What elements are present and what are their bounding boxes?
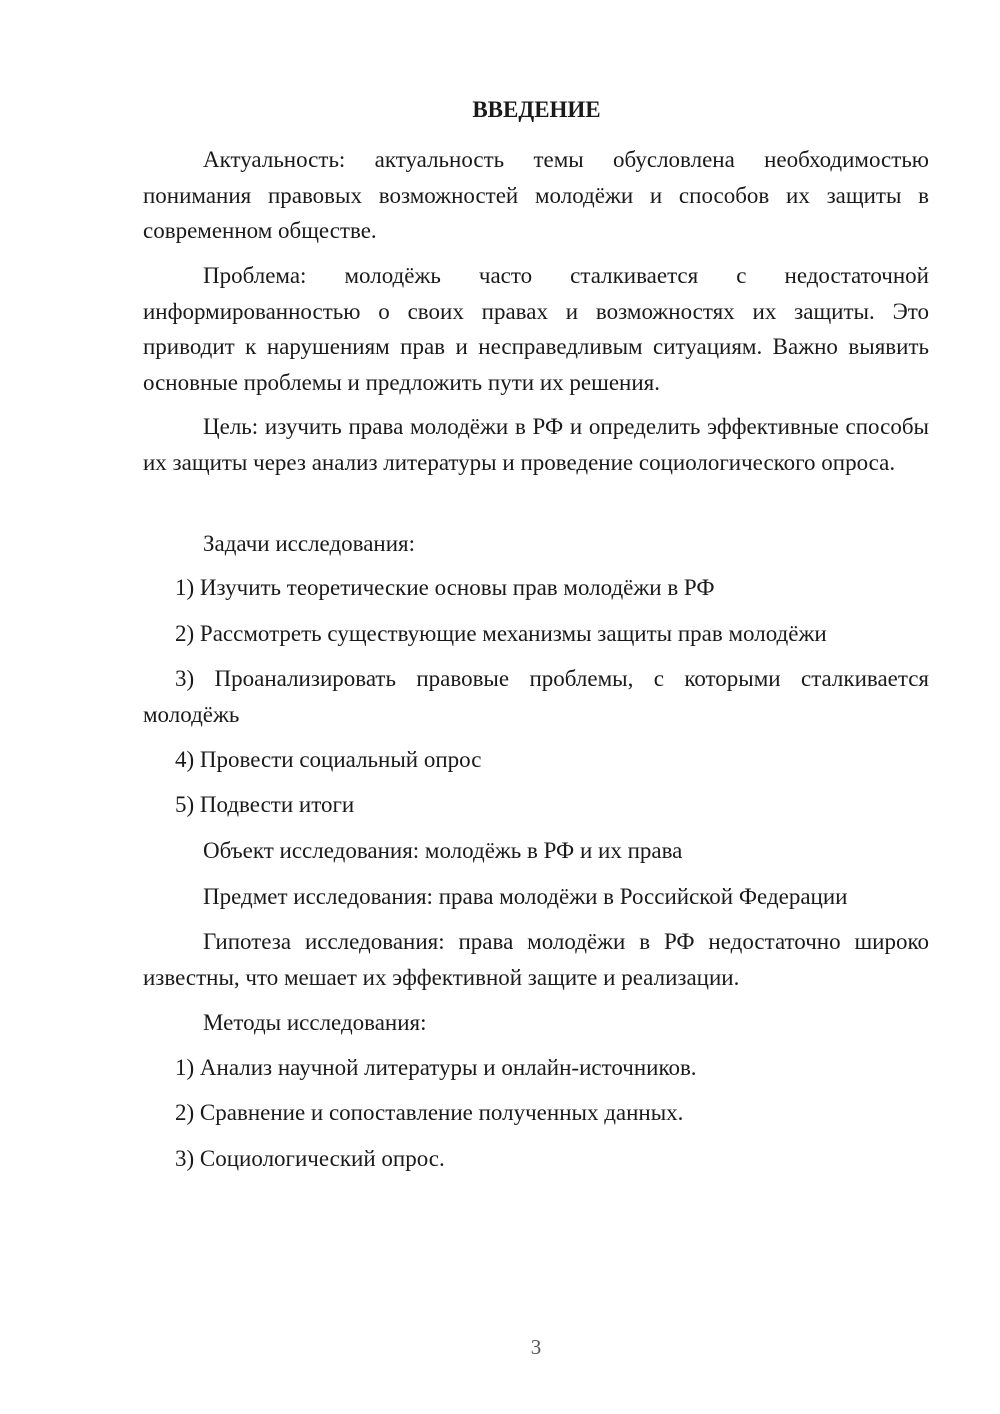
relevance-paragraph: Актуальность: актуальность темы обусловлена необходимостью понимания правовых возможностей молодёжи и способов их защиты в современном обществе. xyxy=(143,147,929,243)
hypothesis-paragraph: Гипотеза исследования: права молодёжи в РФ недостаточно широко известны, что мешает их эффективной защите и реализации. xyxy=(143,929,929,990)
page-number: 3 xyxy=(530,1335,542,1359)
goal-paragraph: Цель: изучить права молодёжи в РФ и определить эффективные способы их защиты через анализ литературы и проведение социологического опроса. xyxy=(143,414,929,475)
object-paragraph: Объект исследования: молодёжь в РФ и их права xyxy=(203,838,683,863)
tasks-title: Задачи исследования: xyxy=(203,531,416,556)
task-item: 4) Провести социальный опрос xyxy=(175,747,482,772)
task-item: 5) Подвести итоги xyxy=(175,792,355,817)
task-item: 2) Рассмотреть существующие механизмы защиты прав молодёжи xyxy=(175,621,827,646)
subject-paragraph: Предмет исследования: права молодёжи в Российской Федерации xyxy=(203,884,848,909)
method-item: 1) Анализ научной литературы и онлайн-источников. xyxy=(175,1055,697,1080)
method-item: 2) Сравнение и сопоставление полученных данных. xyxy=(175,1100,684,1125)
task-item: 1) Изучить теоретические основы прав молодёжи в РФ xyxy=(175,575,715,600)
task-item: 3) Проанализировать правовые проблемы, с которыми сталкивается молодёжь xyxy=(143,666,929,727)
problem-paragraph: Проблема: молодёжь часто сталкивается с недостаточной информированностью о своих правах и возможностях их защиты. Это приводит к нарушениям прав и несправедливым ситуациям. Важно выявить основные проблемы и предложить пути их решения. xyxy=(143,263,929,395)
method-item: 3) Социологический опрос. xyxy=(175,1146,445,1171)
section-heading: ВВЕДЕНИЕ xyxy=(472,97,601,122)
methods-title: Методы исследования: xyxy=(203,1010,427,1035)
